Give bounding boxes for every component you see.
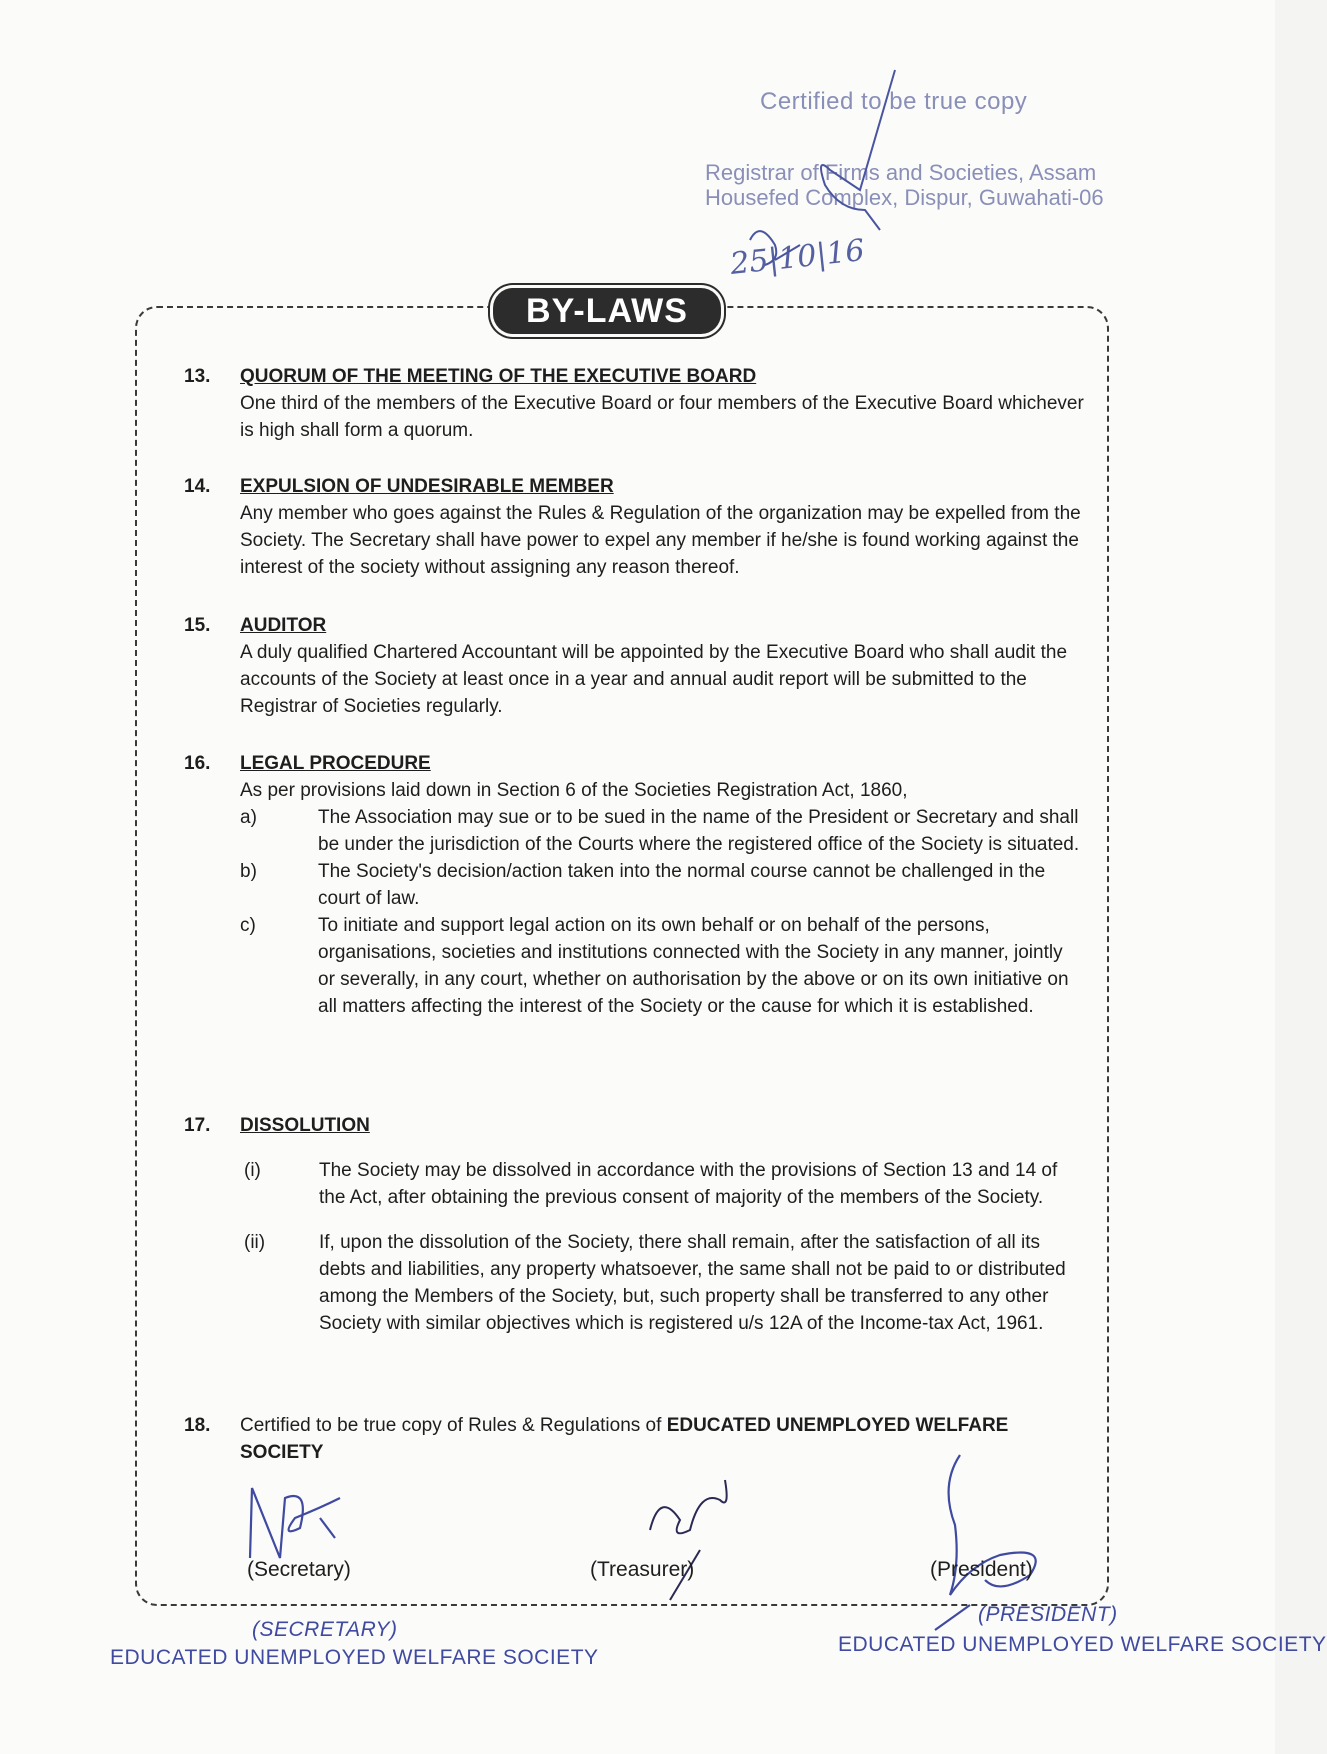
list-item: [240, 858, 1084, 912]
section-heading: QUORUM OF THE MEETING OF THE EXECUTIVE BOARD: [240, 366, 757, 387]
treasurer-label: (Treasurer): [590, 1558, 695, 1581]
list-item-label: a): [240, 807, 257, 828]
section-heading: AUDITOR: [240, 615, 327, 636]
list-item: [240, 912, 1084, 1020]
president-stamp-role: (PRESIDENT): [978, 1603, 1118, 1626]
section-17: [184, 1112, 1084, 1337]
list-item-label: c): [240, 915, 256, 936]
section-number: 17.: [184, 1115, 211, 1136]
section-body: One third of the members of the Executive Board or four members of the Executive Board whichever is high shall form a quorum.: [240, 393, 1084, 441]
list-item-text: To initiate and support legal action on its own behalf or on behalf of the persons, organisations, societies and institutions connected with the Society in any manner, jointly or severally, in any court, whether on authorisation by the above or on its own initiative on all matters affecting the interest of the Society or the cause for which it is established.: [318, 915, 1069, 1017]
section-heading: EXPULSION OF UNDESIRABLE MEMBER: [240, 476, 614, 497]
section-body: [240, 1412, 1084, 1466]
section-number: 15.: [184, 615, 211, 636]
certification-registrar: Registrar of Firms and Societies, Assam: [705, 160, 1097, 185]
certification-text: Certified to be true copy of Rules & Regulations of: [240, 1415, 667, 1436]
list-item-text: The Society may be dissolved in accordance with the provisions of Section 13 and 14 of the Act, after obtaining the previous consent of majority of the members of the Society.: [319, 1160, 1058, 1208]
section-number: 18.: [184, 1415, 211, 1436]
section-body: A duly qualified Chartered Accountant will be appointed by the Executive Board who shall audit the accounts of the Society at least once in a year and annual audit report will be submitted to the Registrar of Societies regularly.: [240, 642, 1068, 717]
certification-date: 25|10|16: [728, 233, 867, 282]
section-number: 13.: [184, 366, 211, 387]
certification-title: Certified to be true copy: [760, 88, 1028, 115]
list-item: [244, 1157, 1084, 1211]
section-number: 16.: [184, 753, 211, 774]
list-item-label: b): [240, 861, 257, 882]
secretary-label: (Secretary): [247, 1558, 351, 1581]
section-heading: LEGAL PROCEDURE: [240, 753, 431, 774]
bylaws-banner: BY-LAWS: [493, 288, 721, 334]
list-item-label: (ii): [244, 1232, 266, 1253]
section-body: Any member who goes against the Rules & Regulation of the organization may be expelled from the Society. The Secretary shall have power to expel any member if he/she is found working against the interest of the society without assigning any reason thereof.: [240, 503, 1081, 578]
president-label: (President): [930, 1558, 1033, 1581]
list-item-text: The Association may sue or to be sued in the name of the President or Secretary and shall be under the jurisdiction of the Courts where the registered office of the Society is situated.: [318, 807, 1080, 855]
list-item-text: If, upon the dissolution of the Society, there shall remain, after the satisfaction of all its debts and liabilities, any property whatsoever, the same shall not be paid to or distributed among the Members of the Society, but, such property shall be transferred to any other Society with similar objectives which is registered u/s 12A of the Income-tax Act, 1961.: [319, 1232, 1066, 1334]
section-13: [184, 363, 1084, 444]
president-stamp-org: EDUCATED UNEMPLOYED WELFARE SOCIETY: [838, 1633, 1327, 1656]
section-18: [184, 1412, 1084, 1466]
secretary-stamp-role: (SECRETARY): [252, 1618, 398, 1641]
secretary-stamp-org: EDUCATED UNEMPLOYED WELFARE SOCIETY: [110, 1646, 599, 1669]
list-item: [244, 1229, 1084, 1337]
section-16: [184, 750, 1084, 1020]
section-15: [184, 612, 1084, 720]
section-14: [184, 473, 1084, 581]
list-item: [240, 804, 1084, 858]
section-heading: DISSOLUTION: [240, 1115, 370, 1136]
society-name: EDUCATED UNEMPLOYED WELFARE SOCIETY: [240, 1415, 1009, 1463]
list-item-label: (i): [244, 1160, 261, 1181]
certification-address: Housefed Complex, Dispur, Guwahati-06: [705, 185, 1104, 210]
section-body: As per provisions laid down in Section 6 of the Societies Registration Act, 1860,: [240, 780, 908, 801]
list-item-text: The Society's decision/action taken into the normal course cannot be challenged in the court of law.: [318, 861, 1046, 909]
section-number: 14.: [184, 476, 211, 497]
